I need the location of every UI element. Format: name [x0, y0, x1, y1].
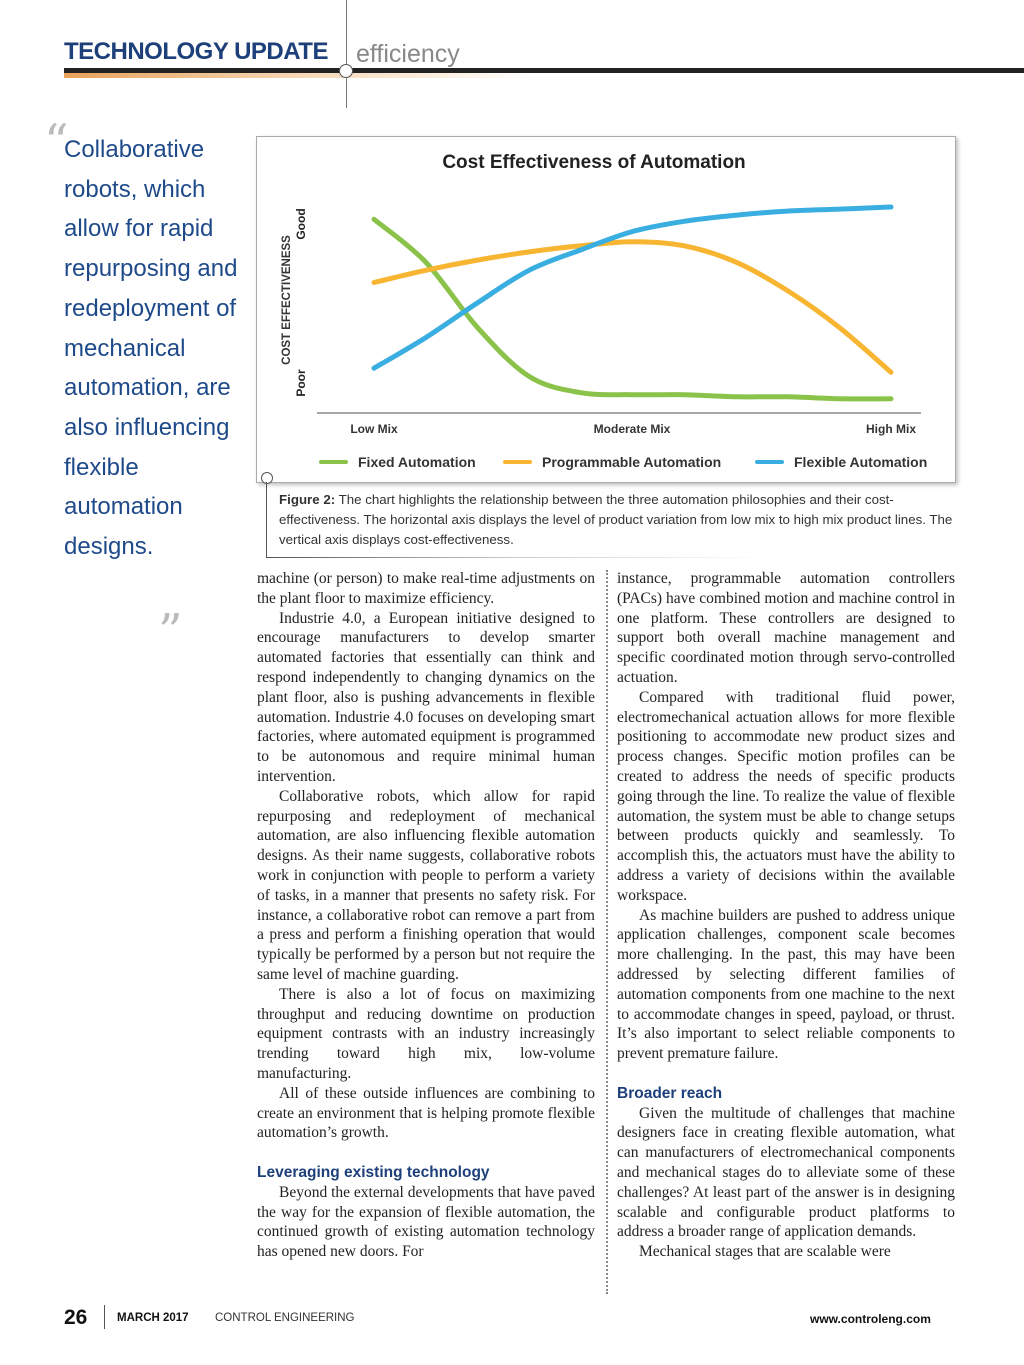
header-divider: [346, 0, 347, 108]
body-paragraph: Compared with traditional fluid power, electromechanical actuation allows for more flexible positioning to accommodate new product sizes and process changes. Specific motion profiles can be created to address the needs of specific products going through the line. To realize the value of flexible automation, the system must be able to change setups between products quickly and seamlessly. To accomplish this, the actuators must have the ability to address a variety of decisions within the available workspace.: [617, 688, 955, 904]
section-heading: Broader reach: [617, 1084, 723, 1102]
subsection-title: efficiency: [356, 40, 460, 68]
body-column-left: [257, 569, 595, 1262]
body-paragraph: Collaborative robots, which allow for rapid repurposing and redeployment of mechanical automation, are also influencing flexible automation designs. As their name suggests, collaborative robots work in conjunction with people to perform a variety of tasks, in a manner that presents no safety risk. For instance, a collaborative robot can remove a part from a press and perform a finishing operation that would typically be performed by a person but not require the same level of machine guarding.: [257, 787, 595, 983]
series-line-programmable-automation: [374, 242, 891, 373]
caption-node: [261, 472, 273, 484]
figure-caption: [279, 490, 959, 550]
section-title: TECHNOLOGY UPDATE: [64, 38, 328, 65]
issue-date: MARCH 2017: [117, 1312, 189, 1324]
close-quote-icon: ”: [158, 604, 183, 660]
section-spacer: [257, 1143, 595, 1163]
body-paragraph: As machine builders are pushed to address unique application challenges, component scale becomes more challenging. In the past, this may have been addressed by selecting different families of automation components from one machine to the next to accommodate changes in speed, payload, or thrust. It’s also important to select reliable components to prevent premature failure.: [617, 906, 955, 1063]
body-paragraph: Mechanical stages that are scalable were: [639, 1243, 891, 1261]
footer-divider: [104, 1305, 105, 1329]
section-spacer: [617, 1064, 955, 1084]
body-column-right: [617, 569, 955, 1262]
chart-title: Cost Effectiveness of Automation: [442, 152, 746, 173]
caption-text: The chart highlights the relationship between the three automation philosophies and their cost-effectiveness. The horizontal axis displays the level of product variation from low mix to high mix product lines. The vertical axis displays cost-effectiveness.: [279, 492, 953, 547]
page-number: 26: [64, 1306, 88, 1329]
legend-label: Programmable Automation: [542, 454, 722, 470]
x-tick-label: Low Mix: [350, 422, 398, 436]
open-quote-icon: “: [44, 114, 69, 170]
y-axis-low-label: Poor: [294, 369, 308, 397]
caption-label: Figure 2:: [279, 492, 336, 507]
body-paragraph: There is also a lot of focus on maximizing throughput and reducing downtime on production equipment contrasts with an industry increasingly trending toward high mix, low-volume manufacturing.: [257, 985, 595, 1082]
body-paragraph: Given the multitude of challenges that machine designers face in creating flexible automation, what can manufacturers of electromechanical components and mechanical stages do to alleviate some of these challenges? At least part of the answer is in designing scalable and configurable product platforms to address a broader range of application demands.: [617, 1104, 955, 1241]
x-tick-label: Moderate Mix: [593, 422, 671, 436]
body-paragraph: Beyond the external developments that have paved the way for the expansion of flexible automation, the continued growth of existing automation technology has opened new doors. For: [257, 1183, 595, 1261]
cost-effectiveness-chart: [257, 137, 955, 482]
website-link[interactable]: www.controleng.com: [810, 1312, 931, 1326]
y-axis-label: COST EFFECTIVENESS: [281, 235, 293, 365]
body-paragraph: All of these outside influences are combining to create an environment that is helping promote flexible automation’s growth.: [257, 1084, 595, 1142]
legend-label: Flexible Automation: [794, 454, 928, 470]
header-node: [339, 64, 353, 78]
caption-rule-vertical: [266, 482, 267, 557]
chart-frame: [256, 136, 956, 483]
legend-label: Fixed Automation: [358, 454, 476, 470]
y-axis-high-label: Good: [294, 208, 308, 240]
pull-quote: Collaborative robots, which allow for rapid repurposing and redeployment of mechanical automation, are also influencing flexible automation designs.: [64, 136, 238, 561]
series-line-flexible-automation: [374, 207, 891, 368]
caption-rule-horizontal: [266, 557, 766, 558]
body-paragraph: instance, programmable automation controllers (PACs) have combined motion and machine control in one platform. These controllers are designed to support both overall machine management and specific coordinated motion through servo-controlled actuation.: [617, 570, 955, 686]
column-divider: [606, 570, 608, 1294]
section-heading: Leveraging existing technology: [257, 1163, 490, 1181]
publication-name: CONTROL ENGINEERING: [215, 1312, 355, 1324]
x-tick-label: High Mix: [866, 422, 916, 436]
body-paragraph: machine (or person) to make real-time adjustments on the plant floor to maximize efficiency.: [257, 570, 595, 607]
body-paragraph: Industrie 4.0, a European initiative designed to encourage manufacturers to develop smarter automated factories that essentially can think and respond independently to changing dynamics on the plant floor, also is pushing advancements in flexible automation. Industrie 4.0 focuses on developing smart factories, where automated equipment is programmed to be autonomous and require minimal human intervention.: [257, 609, 595, 785]
header-accent-rule: [64, 73, 534, 78]
